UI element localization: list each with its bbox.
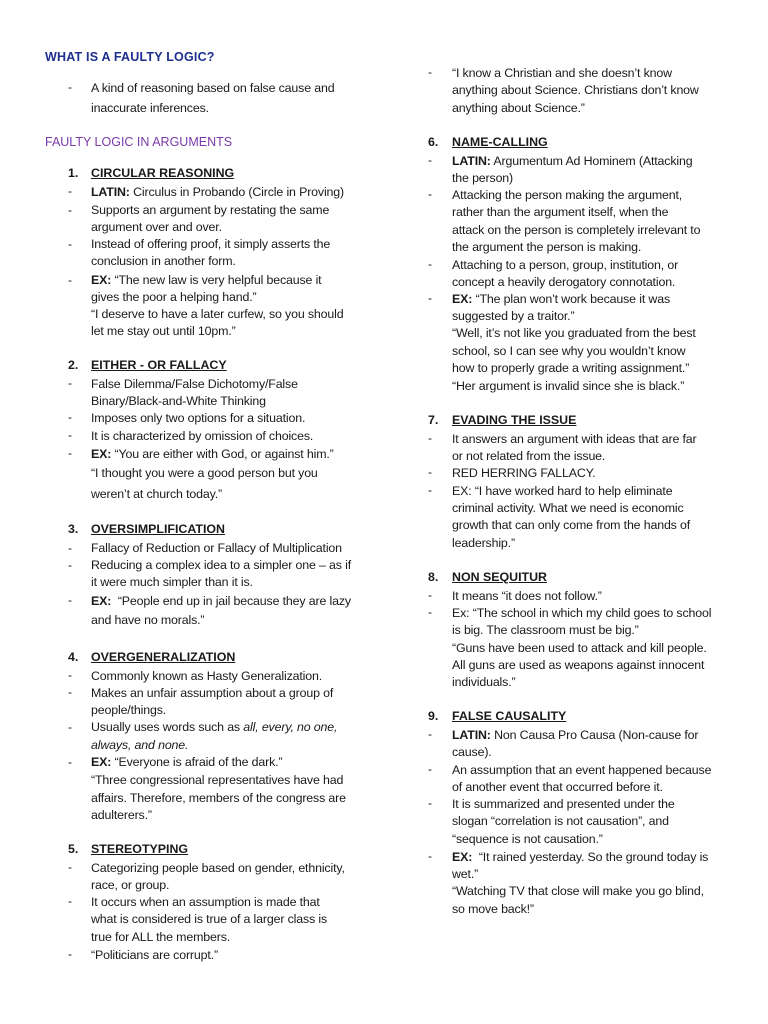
body-line: RED HERRING FALLACY. [452,466,596,480]
example-line: “Three congressional representatives have had [91,773,344,787]
definition-line: A kind of reasoning based on false cause and [91,81,335,95]
body-line: “sequence is not causation.” [452,832,603,846]
body-line: conclusion in another form. [91,254,236,268]
body-line: Binary/Black-and-White Thinking [91,394,266,408]
body-line: Categorizing people based on gender, ethnicity, [91,861,345,875]
body-line: anything about Science.” [452,101,585,115]
item-title: NON SEQUITUR [452,570,547,584]
item-number: 1. [68,166,79,180]
body-line: argument over and over. [91,220,222,234]
bullet-dash: - [428,291,432,305]
bullet-dash: - [68,184,72,198]
example-line: All guns are used as weapons against innocent [452,658,705,672]
bullet-dash: - [68,80,72,94]
bullet-dash: - [68,273,72,287]
bullet-dash: - [68,720,72,734]
item-number: 2. [68,358,79,372]
example-line: is big. The classroom must be big.” [452,623,639,637]
bullet-dash: - [68,558,72,572]
latin-line: LATIN: Argumentum Ad Hominem (Attacking [452,154,693,168]
body-line: what is considered is true of a larger class is [91,912,328,926]
bullet-dash: - [428,588,432,602]
item-title: OVERSIMPLIFICATION [91,522,226,536]
bullet-dash: - [68,668,72,682]
item-number: 8. [428,570,439,584]
bullet-dash: - [428,65,432,79]
example-line: gives the poor a helping hand.” [91,290,257,304]
item-title: EITHER - OR FALLACY [91,358,227,372]
body-line: Supports an argument by restating the same [91,203,330,217]
body-line: Usually uses words such as all, every, no one, [91,720,338,734]
body-line: true for ALL the members. [91,930,231,944]
bullet-dash: - [428,727,432,741]
example-line: and have no morals.” [91,613,205,627]
bullet-dash: - [428,431,432,445]
bullet-dash: - [428,153,432,167]
bullet-dash: - [428,483,432,497]
bullet-dash: - [68,446,72,460]
example-line: EX: “Everyone is afraid of the dark.” [91,755,283,769]
bullet-dash: - [428,187,432,201]
bullet-dash: - [68,593,72,607]
item-title: FALSE CAUSALITY [452,709,567,723]
body-line: It is summarized and presented under the [452,797,675,811]
body-line: “I know a Christian and she doesn’t know [452,66,672,80]
body-line: “Politicians are corrupt.” [91,948,218,962]
bullet-dash: - [68,755,72,769]
body-line: the argument the person is making. [452,240,642,254]
example-line: “Guns have been used to attack and kill people. [452,641,707,655]
example-line: weren’t at church today.” [91,487,223,501]
example-line: so move back!” [452,902,534,916]
example-line: wet.” [452,867,479,881]
item-title: OVERGENERALIZATION [91,650,236,664]
body-line: slogan “correlation is not causation”, and [452,814,669,828]
bullet-dash: - [428,465,432,479]
example-line: “I thought you were a good person but you [91,466,318,480]
bullet-dash: - [68,685,72,699]
bullet-dash: - [428,796,432,810]
latin-line: LATIN: Non Causa Pro Causa (Non-cause for [452,728,699,742]
example-line: school, so I can see why you wouldn’t know [452,344,686,358]
body-line: Attacking the person making the argument, [452,188,683,202]
latin-line: LATIN: Circulus in Probando (Circle in Proving) [91,185,345,199]
example-line: EX: “I have worked hard to help eliminate [452,484,673,498]
item-number: 9. [428,709,439,723]
body-line: people/things. [91,703,167,717]
body-line: An assumption that an event happened because [452,763,712,777]
example-line: EX: “It rained yesterday. So the ground today is [452,850,709,864]
body-line: concept a heavily derogatory connotation. [452,275,676,289]
example-line: “I deserve to have a later curfew, so you should [91,307,344,321]
bullet-dash: - [68,203,72,217]
example-line: individuals.” [452,675,516,689]
body-line: It occurs when an assumption is made that [91,895,320,909]
item-number: 6. [428,135,439,149]
item-title: STEREOTYPING [91,842,189,856]
body-line: of another event that occurred before it. [452,780,663,794]
definition-line: inaccurate inferences. [91,101,209,115]
section-heading: FAULTY LOGIC IN ARGUMENTS [45,135,233,149]
bullet-dash: - [428,605,432,619]
body-line: Imposes only two options for a situation. [91,411,306,425]
example-line: “Well, it’s not like you graduated from the best [452,326,696,340]
main-heading: WHAT IS A FAULTY LOGIC? [45,50,215,64]
bullet-dash: - [68,860,72,874]
body-line: Makes an unfair assumption about a group of [91,686,334,700]
item-title: NAME-CALLING [452,135,548,149]
body-line: it were much simpler than it is. [91,575,253,589]
body-line: or not related from the issue. [452,449,606,463]
body-line: anything about Science. Christians don’t know [452,83,699,97]
latin-line: cause). [452,745,492,759]
bullet-dash: - [68,947,72,961]
example-line: EX: “You are either with God, or against him.” [91,447,334,461]
bullet-dash: - [68,894,72,908]
example-line: criminal activity. What we need is economic [452,501,684,515]
body-line: race, or group. [91,878,170,892]
example-line: EX: “People end up in jail because they are lazy [91,594,351,608]
body-line: Commonly known as Hasty Generalization. [91,669,323,683]
bullet-dash: - [428,257,432,271]
body-line: rather than the argument itself, when the [452,205,669,219]
body-line: Reducing a complex idea to a simpler one – as if [91,558,352,572]
example-line: growth that can only come from the hands of [452,518,691,532]
bullet-dash: - [68,428,72,442]
body-line: Fallacy of Reduction or Fallacy of Multiplication [91,541,342,555]
item-number: 7. [428,413,439,427]
example-line: suggested by a traitor.” [452,309,575,323]
body-line: It is characterized by omission of choices. [91,429,314,443]
example-line: “Watching TV that close will make you go blind, [452,884,704,898]
bullet-dash: - [428,849,432,863]
latin-line: the person) [452,171,514,185]
bullet-dash: - [68,541,72,555]
example-line: adulterers.” [91,808,152,822]
body-line: Attaching to a person, group, institution, or [452,258,679,272]
body-line: Instead of offering proof, it simply asserts the [91,237,331,251]
bullet-dash: - [68,237,72,251]
item-title: CIRCULAR REASONING [91,166,235,180]
bullet-dash: - [68,410,72,424]
item-number: 3. [68,522,79,536]
example-line: affairs. Therefore, members of the congress are [91,791,346,805]
example-line: let me stay out until 10pm.” [91,324,236,338]
example-line: leadership.” [452,536,515,550]
example-line: EX: “The plan won’t work because it was [452,292,670,306]
example-line: Ex: “The school in which my child goes to school [452,606,712,620]
example-line: EX: “The new law is very helpful because it [91,273,322,287]
item-number: 5. [68,842,79,856]
body-line: always, and none. [91,738,189,752]
bullet-dash: - [68,376,72,390]
item-title: EVADING THE ISSUE [452,413,577,427]
bullet-dash: - [428,762,432,776]
example-line: how to properly grade a writing assignment.” [452,361,690,375]
body-line: It means “it does not follow.” [452,589,602,603]
item-number: 4. [68,650,79,664]
body-line: False Dilemma/False Dichotomy/False [91,377,298,391]
body-line: attack on the person is completely irrelevant to [452,223,701,237]
body-line: It answers an argument with ideas that are far [452,432,697,446]
example-line: “Her argument is invalid since she is black.” [452,379,685,393]
